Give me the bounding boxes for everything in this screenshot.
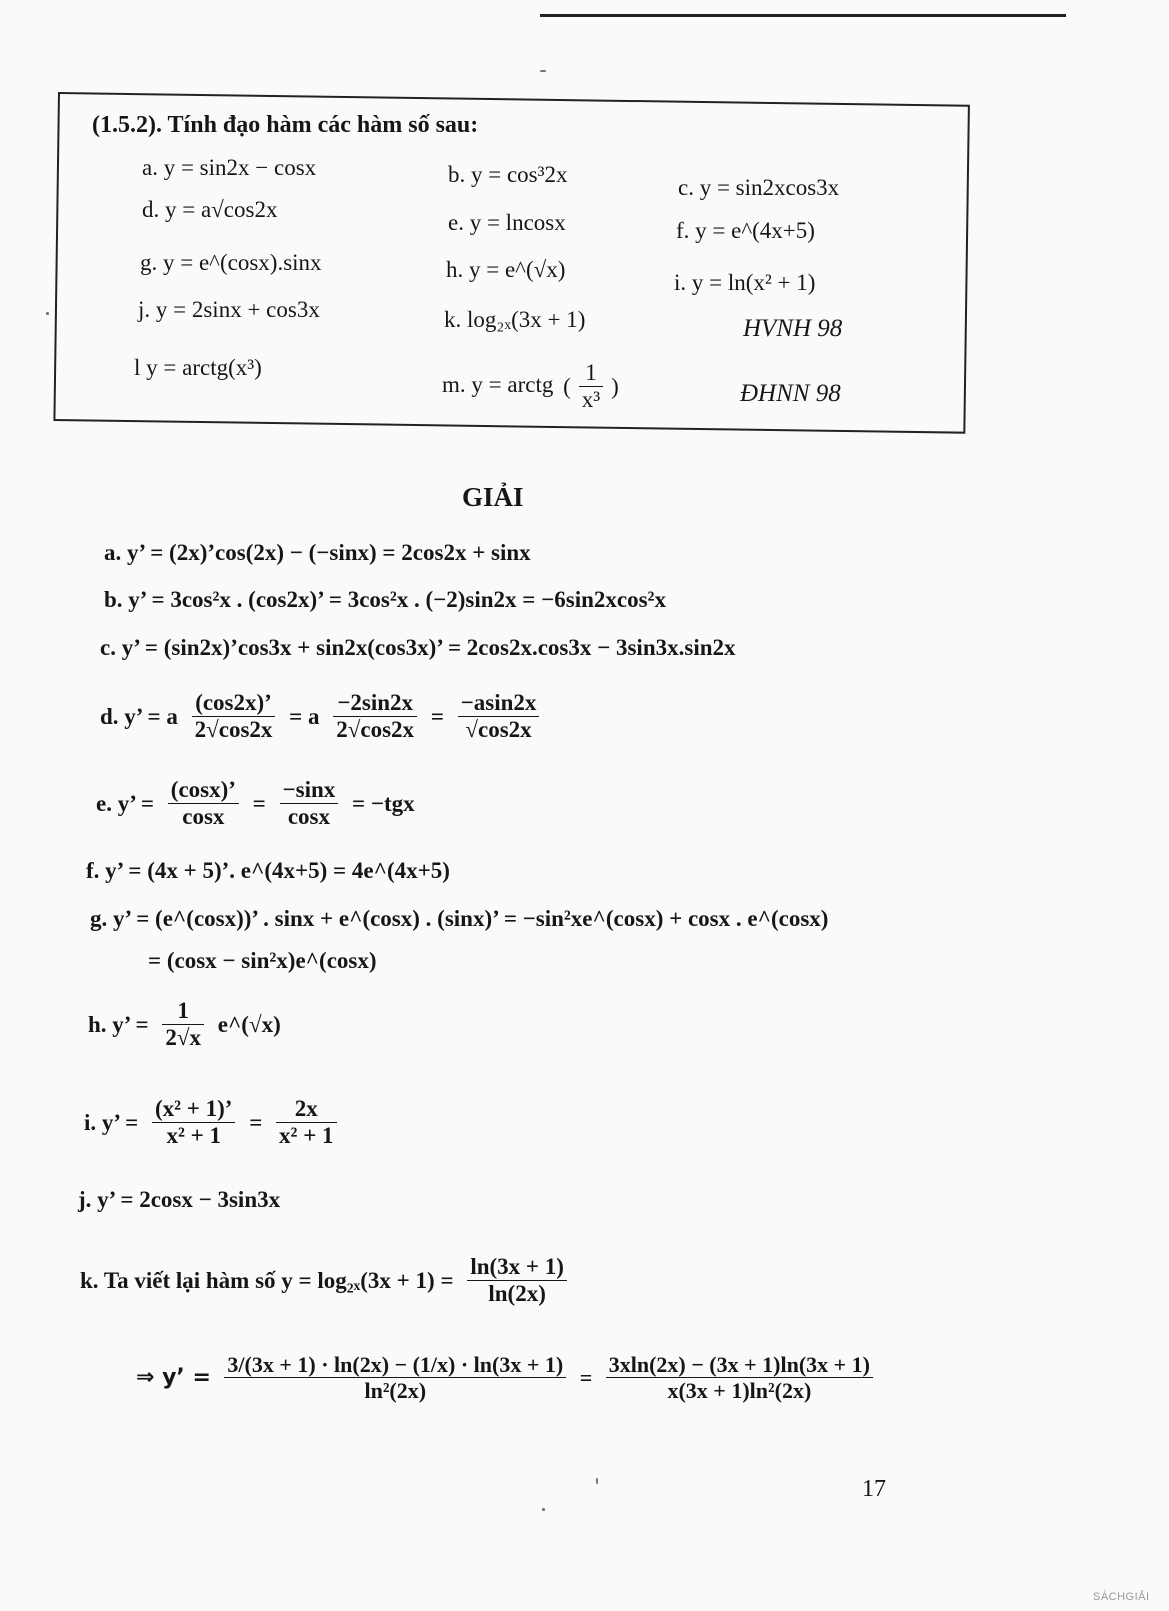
solution-e: e. y’ = $\frac{(\cos x)’}{\cos x}$ = $\frac{-\sin x}{\cos x}$ = −tgx [96, 777, 415, 830]
solution-i: i. y’ = $\frac{\text{(x² + 1)’}}{\text{x² + 1}}$ = $\frac{2x}{\text{x² + 1}}$ [80, 1096, 341, 1150]
m-fraction: $\frac{1}{\text{x³}}$ [579, 360, 603, 414]
page-number: 17 [862, 1476, 886, 1502]
solution-c: c. y’ = (sin2x)’cos3x + sin2x(cos3x)’ = 2cos2x.cos3x − 3sin3x.sin2x [100, 635, 736, 660]
scan-speck [540, 70, 546, 72]
solution-j: j. y’ = 2cosx − 3sin3x [78, 1187, 281, 1212]
exercise-item-a: a. y = sin2x − cosx [142, 155, 317, 180]
top-rule [540, 14, 1066, 17]
solution-g-line1: g. y’ = (e^(cosx))’ . sinx + e^(cosx) . (sinx)’ = −sin²xe^(cosx) + cosx . e^(cosx) [90, 906, 829, 931]
solution-k-result: ⇒ y’ = $\frac{3/(3x + 1) \cdot \ln(2x) - (1/x) \cdot \ln(3x + 1)}{\text{ln²(2x)}}$ = $\frac{3xln(2x) - (3x + 1)\ln(3x + 1)}{\text{x(3x + 1)ln²(2x)}}$ [132, 1352, 877, 1404]
exercise-item-d: d. y = a√cos2x [142, 197, 278, 222]
source-hvnh: HVNH 98 [743, 315, 843, 342]
exercise-item-j: j. y = 2sinx + cos3x [138, 297, 320, 322]
exercise-item-b: b. y = cos³2x [448, 162, 568, 187]
exercise-item-k: k. log₂ₓ(3x + 1) [444, 307, 586, 332]
solution-f: f. y’ = (4x + 5)’. e^(4x+5) = 4e^(4x+5) [86, 858, 450, 883]
exercise-item-c: c. y = sin2xcos3x [678, 175, 840, 200]
source-dhnn: ĐHNN 98 [740, 380, 841, 407]
solution-k-intro: k. Ta viết lại hàm số y = log₂ₓ(3x + 1) = $\frac{\ln(3x + 1)}{\ln(2x)}$ [76, 1254, 571, 1308]
solution-title: GIẢI [462, 482, 524, 512]
scan-speck [46, 312, 49, 315]
exercise-item-f: f. y = e^(4x+5) [676, 218, 815, 243]
scan-speck [596, 1478, 598, 1484]
exercise-item-i: i. y = ln(x² + 1) [674, 270, 816, 295]
exercise-item-l: l y = arctg(x³) [134, 355, 262, 380]
solution-d: d. y’ = a $\frac{(\cos 2x)’}{2√\cos 2x}$ = a $\frac{-2\sin 2x}{2√\cos 2x}$ = $\frac{-asin2x}{√\cos 2x}$ [96, 690, 543, 744]
solution-h: h. y’ = $\frac{1}{2√x}$ e^(√x) [88, 998, 281, 1051]
solution-b: b. y’ = 3cos²x . (cos2x)’ = 3cos²x . (−2)sin2x = −6sin2xcos²x [104, 587, 666, 612]
exercise-item-e: e. y = lncosx [448, 210, 566, 235]
exercise-item-g: g. y = e^(cosx).sinx [140, 250, 322, 275]
exercise-item-m: m. y = arctg ( $\frac{1}{\text{x³}}$ ) [442, 360, 619, 413]
solution-g-line2: = (cosx − sin²x)e^(cosx) [148, 948, 377, 973]
solution-a: a. y’ = (2x)’cos(2x) − (−sinx) = 2cos2x + sinx [104, 540, 531, 565]
exercise-header: (1.5.2). Tính đạo hàm các hàm số sau: [92, 112, 479, 138]
scan-speck [542, 1508, 545, 1511]
exercise-item-h: h. y = e^(√x) [446, 257, 566, 282]
watermark: SÁCHGIẢI [1093, 1591, 1150, 1603]
